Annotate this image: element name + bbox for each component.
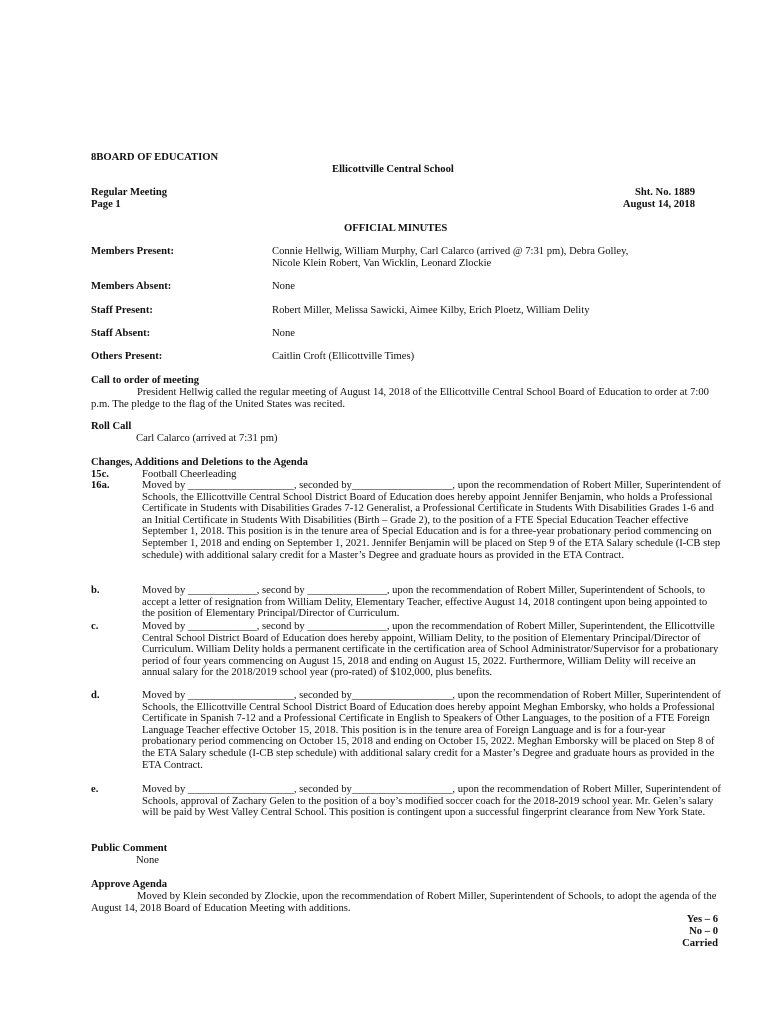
public-comment-text: None — [136, 855, 159, 866]
others-present-label: Others Present: — [91, 351, 163, 362]
item-label: d. — [91, 690, 100, 701]
others-present-value: Caitlin Croft (Ellicottville Times) — [272, 351, 415, 362]
members-absent-label: Members Absent: — [91, 281, 172, 292]
item-label: 16a. — [91, 480, 110, 491]
members-present-value: Connie Hellwig, William Murphy, Carl Calarco (arrived @ 7:31 pm), Debra Golley, — [272, 246, 629, 257]
staff-present-value: Robert Miller, Melissa Sawicki, Aimee Kilby, Erich Ploetz, William Delity — [272, 305, 590, 316]
changes-heading: Changes, Additions and Deletions to the Agenda — [91, 457, 308, 468]
members-present-label: Members Present: — [91, 246, 175, 257]
approve-agenda-heading: Approve Agenda — [91, 879, 168, 890]
item-label: 15c. — [91, 469, 109, 480]
item-label: b. — [91, 585, 100, 596]
vote-yes: Yes – 6 — [686, 914, 718, 925]
board-title: 8BOARD OF EDUCATION — [91, 152, 219, 163]
public-comment-heading: Public Comment — [91, 843, 168, 854]
item-text: Moved by ____________________, seconded by___________________, upon the recommendation of Robert Miller, Superintendent of Schools, the Ellicottville Central School District Board of Education does hereby appoint Jennifer Benjamin, who holds a Professional Certificate in Students with Disabilities Grades 7-12 Generalist, a Professional Certificate in Students With Disabilities Grades 1-6 and an Initial Certificate in Students With Disabilities (Birth – Grade 2), to the position of a FTE Special Education Teacher effective September 1, 2018. This position is in the tenure area of Special Education and is for a three-year probationary period commencing on September 1, 2018 and ending on September 1, 2021. Jennifer Benjamin will be placed on Step 9 of the ETA Salary schedule (I-CB step schedule) with additional salary credit for a Master’s Degree and graduate hours as provided in the ETA Contract. — [142, 480, 721, 561]
item-text: Football Cheerleading — [142, 469, 237, 480]
item-label: c. — [91, 621, 99, 632]
members-absent-value: None — [272, 281, 295, 292]
item-text: Moved by ____________________, seconded by___________________, upon the recommendation of Robert Miller, Superintendent of Schools, approval of Zachary Gelen to the position of a boy’s modified soccer coach for the 2018-2019 school year. Mr. Gelen’s salary will be paid by West Valley Central School. This position is contingent upon a successful fingerprint clearance from New York State. — [142, 784, 721, 819]
item-text: Moved by ____________________, seconded by___________________, upon the recommendation of Robert Miller, Superintendent of Schools, the Ellicottville Central School District Board of Education does hereby appoint Meghan Emborsky, who holds a Professional Certificate in Spanish 7-12 and a Professional Certificate in English to Speakers of Other Languages, to the position of a FTE Foreign Language Teacher effective October 15, 2018. This position is in the tenure area of Foreign Language and is for a four-year probationary period commencing on October 15, 2018 and ending on October 15, 2022. Meghan Emborsky will be placed on Step 8 of the ETA Salary schedule (I-CB step schedule) with additional salary credit for a Master’s Degree and graduate hours as provided in the ETA Contract. — [142, 690, 721, 771]
page-number: Page 1 — [91, 199, 121, 210]
staff-present-label: Staff Present: — [91, 305, 153, 316]
roll-call-heading: Roll Call — [91, 421, 132, 432]
doc-title: OFFICIAL MINUTES — [344, 223, 448, 234]
sheet-number: Sht. No. 1889 — [634, 187, 695, 198]
meeting-type: Regular Meeting — [91, 187, 168, 198]
item-text: Moved by _____________, second by _______________, upon the recommendation of Robert Miller, Superintendent, the Ellicottville Central School District Board of Education does hereby appoint, William Delity, to the position of Elementary Principal/Director of Curriculum. William Delity holds a permanent certificate in the certification area of School Administrator/Supervisor for a probationary period of four years commencing on August 15, 2018 and ending on August 15, 2022. Furthermore, William Delity will receive an annual salary for the 2018/2019 school year (pro-rated) of $102,000, plus benefits. — [142, 621, 719, 679]
staff-absent-value: None — [272, 328, 295, 339]
roll-call-text: Carl Calarco (arrived at 7:31 pm) — [136, 433, 278, 444]
item-label: e. — [91, 784, 99, 795]
members-present-value-2: Nicole Klein Robert, Van Wicklin, Leonard Zlockie — [272, 258, 492, 269]
school-name: Ellicottville Central School — [332, 164, 454, 175]
item-text: Moved by _____________, second by _______________, upon the recommendation of Robert Miller, Superintendent of Schools, to accept a letter of resignation from William Delity, Elementary Teacher, effective August 14, 2018 contingent upon being appointed to the position of Elementary Principal/Director of Curriculum. — [142, 585, 708, 620]
vote-no: No – 0 — [689, 926, 718, 937]
meeting-date: August 14, 2018 — [622, 199, 695, 210]
staff-absent-label: Staff Absent: — [91, 328, 151, 339]
vote-result: Carried — [682, 938, 718, 949]
call-to-order-heading: Call to order of meeting — [91, 375, 200, 386]
call-to-order-text: President Hellwig called the regular meeting of August 14, 2018 of the Ellicottville Central School Board of Education to order at 7:00 p.m. The pledge to the flag of the United States was recited. — [91, 387, 709, 410]
approve-agenda-text: Moved by Klein seconded by Zlockie, upon the recommendation of Robert Miller, Superintendent of Schools, to adopt the agenda of the August 14, 2018 Board of Education Meeting with additions. — [91, 891, 717, 914]
